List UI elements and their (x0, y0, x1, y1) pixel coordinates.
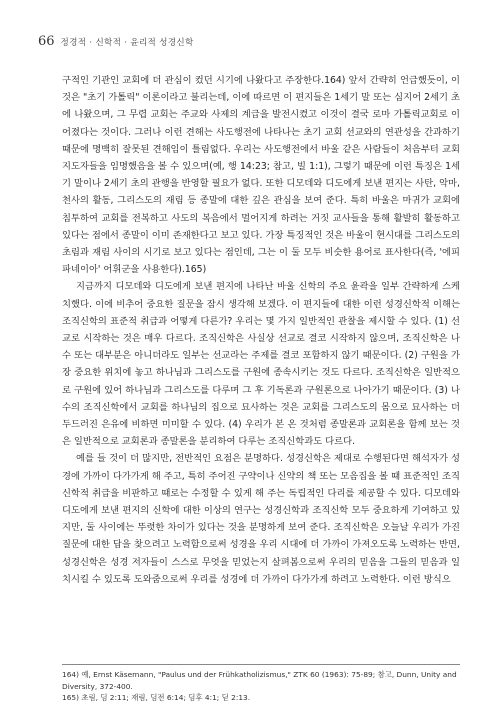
footnote-164: 164) 예, Ernst Käsemann, "Paulus und der Frühkatholizismus," ZTK 60 (1963): 75-89; 참고, Dunn, Unity and Diversity, 372-400. (62, 670, 457, 691)
footnotes (62, 664, 460, 704)
paragraph-1: 구적인 기관인 교회에 더 관심이 컸던 시기에 나왔다고 주장한다.164) 앞서 간략히 언급했듯이, 이것은 "초기 가톨릭" 이론이라고 불리는데, 이에 따르면 이 편지들은 1세기 말 또는 심지어 2세기 초에 나왔으며, 그 무렵 교회는 주교와 사제의 계급을 발전시켰고 이것이 결국 로마 가톨릭교회로 이어졌다는 것이다. 그러나 이런 견해는 사도행전에 나타나는 초기 교회 선교와의 연관성을 간과하기 때문에 명백히 잘못된 견해임이 틀림없다. 우리는 사도행전에서 바울 같은 사람들이 처음부터 교회 지도자들을 임명했음을 볼 수 있으며(예, 행 14:23; 참고, 빌 1:1), 그렇기 때문에 이런 특징은 1세기 말이나 2세기 초의 관행을 반영할 필요가 없다. 또한 디모데와 디도에게 보낸 편지는 사탄, 악마, 천사의 활동, 그리스도의 재림 등 종말에 대한 깊은 관심을 보여 준다. 특히 바울은 마귀가 교회에 침투하여 교회를 전복하고 사도의 복음에서 멀어지게 하려는 거짓 교사들을 통해 활발히 활동하고 있다는 점에서 종말이 이미 존재한다고 보고 있다. 가장 특징적인 것은 바울이 현시대를 그리스도의 초림과 재림 사이의 시기로 보고 있다는 점인데, 그는 이 둘 모두 비슷한 용어로 표사한다(즉, '에피파네이아' 어휘군을 사용한다).165) (62, 75, 460, 276)
page-header (38, 34, 194, 49)
body-text (62, 72, 460, 588)
paragraph-2: 지금까지 디모데와 디도에게 보낸 편지에 나타난 바울 신학의 주요 윤곽을 일부 간략하게 스케치했다. 이에 비추어 중요한 질문을 잠시 생각해 보겠다. 이 편지들에 대한 이런 성경신학적 이해는 조직신학의 표준적 취급과 어떻게 다른가? 우리는 몇 가지 일반적인 관찰을 제시할 수 있다. (1) 선교로 시작하는 것은 매우 다르다. 조직신학은 사실상 선교로 결코 시작하지 않으며, 조직신학은 나수 또는 대부분은 아니더라도 일부는 선교라는 주제를 결코 포함하지 않기 때문이다. (2) 구원을 가장 중요한 위치에 놓고 하나님과 그리스도를 구원에 종속시키는 것도 다르다. 조직신학은 일반적으로 구원에 있어 하나님과 그리스도를 다루며 그 후 기독론과 구원론으로 나아가기 때문이다. (3) 나수의 조직신학에서 교회를 하나님의 집으로 묘사하는 것은 교회를 그리스도의 몸으로 묘사하는 더 두드러진 은유에 비하면 미미할 수 있다. (4) 우리가 본 온 것처럼 종말론과 교회론을 함께 보는 것은 일반적으로 교회론과 종말론을 분리하여 다루는 조직신학과도 다르다. (62, 281, 460, 448)
footnote-165: 165) 초림, 딤 2:11; 재림, 딤전 6:14; 딤후 4:1; 딛 2:13. (62, 693, 251, 702)
paragraph-3: 예를 들 것이 더 많지만, 전반적인 요점은 분명하다. 성경신학은 제대로 수행된다면 해석자가 성경에 가까이 다가가게 해 주고, 특히 주어진 구약이나 신약의 책 또는 모음집을 볼 때 표준적인 조직신학적 취급을 비판하고 때로는 수정할 수 있게 해 주는 독립적인 다리를 제공할 수 있다. 디모데와 디도에게 보낸 편지의 신학에 대한 이상의 연구는 성경신학과 조직신학 모두 중요하게 기여하고 있지만, 둘 사이에는 뚜렷한 차이가 있다는 것을 분명하게 보여 준다. 조직신학은 오늘날 우리가 가진 질문에 대한 답을 찾으려고 노력함으로써 성경을 우리 시대에 더 가까이 가져오도록 노력하는 반면, 성경신학은 성경 저자들이 스스로 무엇을 믿었는지 살펴봄으로써 우리의 믿음을 그들의 믿음과 일치시킬 수 있도록 도와줌으로써 우리를 성경에 더 가까이 다가가게 하려고 노력한다. 이런 방식으 (62, 453, 460, 585)
running-title: 정경적 · 신학적 · 윤리적 성경신학 (60, 38, 194, 48)
page-number: 66 (38, 34, 55, 49)
